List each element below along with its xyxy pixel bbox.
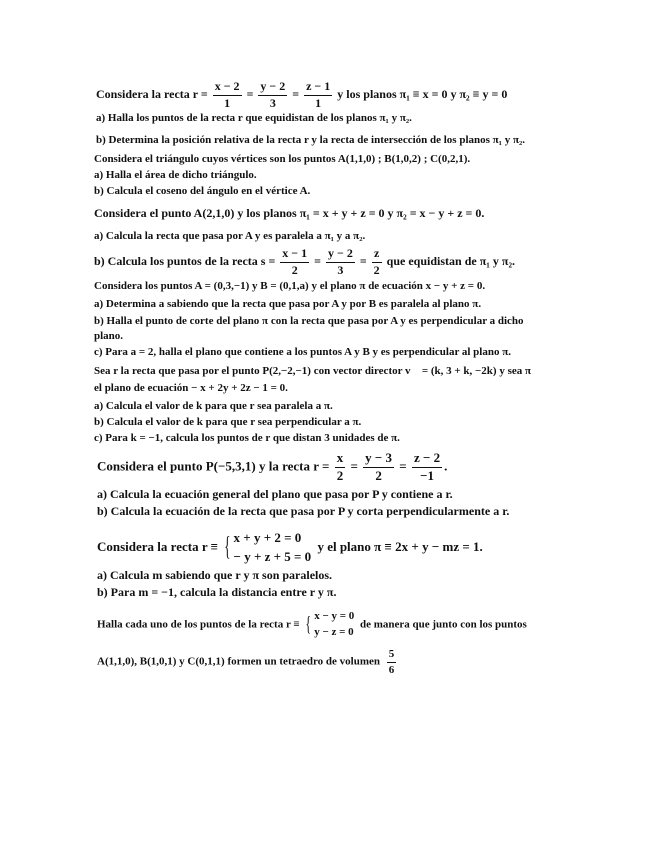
problem-5-part-a: a) Calcula el valor de k para que r sea paralela a π. — [94, 400, 333, 412]
problem-5-intro: Sea r la recta que pasa por el punto P(2,−2,−1) con vector director v⃗ = (k, 3 + k, −2k) y sea π — [94, 365, 532, 377]
fraction-x — [335, 451, 346, 484]
fraction-denominator: −1 — [420, 467, 434, 483]
fraction-numerator: x − 2 — [213, 80, 242, 96]
fraction-denominator: 2 — [373, 262, 380, 277]
equals-sign: = — [399, 458, 407, 474]
problem-8-intro — [97, 609, 527, 641]
equals-sign: = — [359, 254, 367, 269]
problem-4-part-b-cont: plano. — [94, 330, 124, 342]
fraction-z — [372, 247, 382, 278]
problem-6-part-a: a) Calcula la ecuación general del plano que pasa por P y contiene a r. — [97, 487, 453, 501]
problem-3-intro: Considera el punto A(2,1,0) y los planos π₁ = x + y + z = 0 y π₂ = x − y + z = 0. — [94, 206, 485, 220]
fraction-denominator: 2 — [336, 467, 344, 483]
problem-7-intro-prefix: Considera la recta r ≡ — [97, 538, 219, 554]
fraction-numerator: z — [372, 247, 382, 263]
fraction-z — [412, 451, 442, 484]
equals-sign: = — [292, 87, 300, 102]
problem-6-part-b: b) Calcula la ecuación de la recta que pasa por P y corta perpendicularmente a r. — [97, 504, 510, 518]
problem-3-part-b — [94, 247, 515, 278]
equation-system — [305, 609, 354, 641]
equals-sign: = — [246, 87, 254, 102]
problem-7-part-b: b) Para m = −1, calcula la distancia entre r y π. — [97, 585, 337, 599]
fraction-denominator: 2 — [291, 262, 298, 277]
fraction-x — [280, 247, 309, 278]
equals-sign: = — [350, 458, 358, 474]
fraction-y — [258, 80, 287, 111]
problem-4-intro: Considera los puntos A = (0,3,−1) y B = (0,1,a) y el plano π de ecuación x − y + z = 0. — [94, 280, 486, 292]
system-row-2: − y + z + 5 = 0 — [233, 548, 312, 564]
fraction-denominator: 6 — [388, 663, 395, 676]
volume-fraction — [387, 648, 397, 676]
fraction-numerator: y − 2 — [326, 247, 355, 263]
problem-2-part-a: a) Halla el área de dicho triángulo. — [94, 169, 257, 181]
problem-8-intro-suffix: de manera que junto con los puntos — [359, 618, 527, 631]
left-brace: { — [305, 610, 312, 636]
period: . — [444, 458, 448, 474]
problem-6-intro — [97, 451, 447, 484]
system-row-2: y − z = 0 — [314, 625, 354, 638]
problem-1-part-a: a) Halla los puntos de la recta r que equidistan de los planos π₁ y π₂. — [96, 112, 412, 124]
problem-1-planes: y los planos π₁ ≡ x = 0 y π₂ ≡ y = 0 — [337, 87, 508, 102]
fraction-numerator: y − 2 — [258, 80, 287, 96]
problem-3-part-a: a) Calcula la recta que pasa por A y es paralela a π₁ y a π₂. — [94, 230, 366, 242]
problem-8-points: A(1,1,0), B(1,0,1) y C(0,1,1) formen un tetraedro de volumen — [97, 655, 381, 668]
fraction-z — [304, 80, 332, 111]
system-row-1: x + y + 2 = 0 — [233, 530, 302, 545]
system-row-1: x − y = 0 — [314, 610, 355, 622]
fraction-x — [213, 80, 242, 111]
problem-6-intro-prefix: Considera el punto P(−5,3,1) y la recta r = — [97, 458, 330, 474]
fraction-numerator: x − 1 — [280, 247, 309, 263]
fraction-y — [326, 247, 355, 278]
problem-8-line-2 — [97, 648, 398, 676]
fraction-denominator: 3 — [337, 262, 344, 277]
problem-7-intro-suffix: y el plano π ≡ 2x + y − mz = 1. — [317, 538, 483, 554]
fraction-numerator: z − 1 — [304, 80, 332, 96]
fraction-denominator: 1 — [224, 95, 231, 110]
problem-1-line-label: r = — [192, 87, 208, 102]
problem-4-part-a: a) Determina a sabiendo que la recta que pasa por A y por B es paralela al plano π. — [94, 298, 482, 310]
problem-1-statement — [96, 80, 507, 111]
problem-2-intro: Considera el triángulo cuyos vértices son los puntos A(1,1,0) ; B(1,0,2) ; C(0,2,1). — [94, 153, 471, 165]
fraction-numerator: z − 2 — [412, 451, 442, 468]
fraction-denominator: 1 — [315, 95, 322, 110]
fraction-numerator: y − 3 — [363, 451, 394, 468]
equals-sign: = — [314, 254, 321, 269]
fraction-numerator: x — [335, 451, 346, 468]
fraction-denominator: 3 — [269, 95, 276, 110]
problem-4-part-b: b) Halla el punto de corte del plano π con la recta que pasa por A y es perpendicular a dicho — [94, 315, 524, 327]
equation-system — [224, 529, 311, 567]
problem-5-intro-cont: el plano de ecuación − x + 2y + 2z − 1 = 0. — [94, 382, 288, 394]
problem-5-part-c: c) Para k = −1, calcula los puntos de r que distan 3 unidades de π. — [94, 432, 400, 444]
problem-3-part-b-suffix: que equidistan de π₁ y π₂. — [386, 254, 516, 269]
problem-7-part-a: a) Calcula m sabiendo que r y π son paralelos. — [97, 568, 333, 582]
problem-5-part-b: b) Calcula el valor de k para que r sea perpendicular a π. — [94, 416, 362, 428]
left-brace: { — [224, 530, 231, 562]
problem-7-intro — [97, 529, 483, 567]
problem-1-intro: Considera la recta — [96, 87, 190, 102]
problem-8-intro-prefix: Halla cada uno de los puntos de la recta r ≡ — [97, 618, 300, 631]
problem-4-part-c: c) Para a = 2, halla el plano que contiene a los puntos A y B y es perpendicular al plano π. — [94, 346, 511, 358]
problem-3-part-b-prefix: b) Calcula los puntos de la recta s = — [94, 254, 276, 269]
fraction-y — [363, 451, 394, 484]
problem-1-part-b: b) Determina la posición relativa de la recta r y la recta de intersección de los planos π₁ y π₂. — [96, 134, 526, 146]
fraction-numerator: 5 — [387, 648, 397, 663]
problem-2-part-b: b) Calcula el coseno del ángulo en el vértice A. — [94, 185, 311, 197]
fraction-denominator: 2 — [375, 467, 382, 483]
